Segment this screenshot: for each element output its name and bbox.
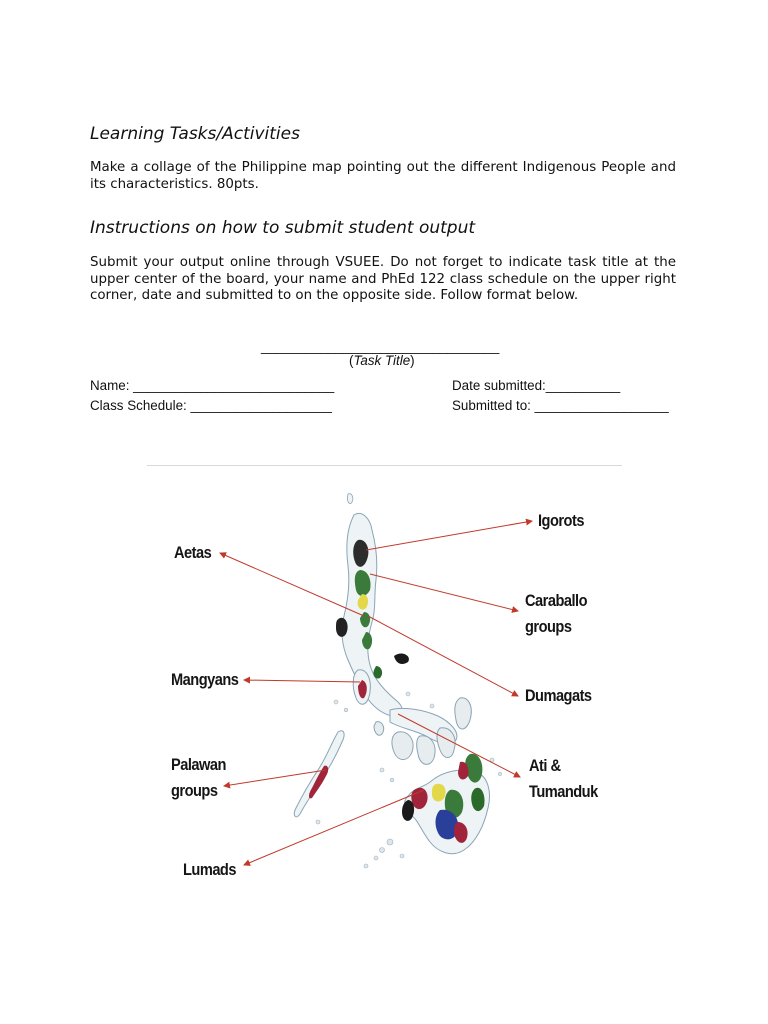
arrow-lumads (244, 790, 424, 865)
learning-tasks-text: Make a collage of the Philippine map pointing out the different Indigenous People and its characteristics. 80pts. (90, 160, 676, 192)
mindoro-island (353, 670, 370, 705)
label-caraballo-line1: Caraballo (525, 591, 587, 610)
submitted-to-field: Submitted to: __________________ (452, 398, 669, 413)
label-caraballo-line2: groups (525, 617, 572, 636)
caption-text: Task Title (353, 353, 411, 368)
divider (147, 465, 622, 466)
arrow-igorots (366, 521, 532, 550)
label-lumads: Lumads (183, 860, 236, 879)
label-palawan-line2: groups (171, 781, 218, 800)
task-title-caption (349, 353, 415, 368)
arrow-caraballo (370, 574, 518, 611)
label-palawan-line1: Palawan (171, 755, 226, 774)
arrow-aetas (220, 553, 364, 616)
label-aetas: Aetas (174, 543, 212, 562)
task-title-line: ________________________________ (261, 339, 500, 354)
arrow-dumagats (368, 616, 518, 696)
learning-tasks-heading: Learning Tasks/Activities (90, 124, 300, 144)
label-mangyans: Mangyans (171, 670, 239, 689)
name-field: Name: ___________________________ (90, 378, 335, 393)
caption-open-paren: ( (349, 353, 354, 368)
arrow-mangyans (244, 680, 360, 682)
label-ati-line2: Tumanduk (529, 782, 598, 801)
submission-instructions-text: Submit your output online through VSUEE. Do not forget to indicate task title at the upper center of the board, your name and PhEd 122 class schedule on the upper right corner, date and submitted to on the opposite side. Follow format below. (90, 255, 676, 304)
caption-close-paren: ) (410, 353, 415, 368)
date-submitted-field: Date submitted:__________ (452, 378, 621, 393)
luzon-island (336, 494, 409, 717)
class-schedule-field: Class Schedule: ___________________ (90, 398, 332, 413)
submission-instructions-heading: Instructions on how to submit student output (90, 218, 476, 238)
label-dumagats: Dumagats (525, 686, 592, 705)
mindanao-island (402, 754, 490, 854)
label-ati-line1: Ati & (529, 756, 561, 775)
label-igorots: Igorots (538, 511, 584, 530)
